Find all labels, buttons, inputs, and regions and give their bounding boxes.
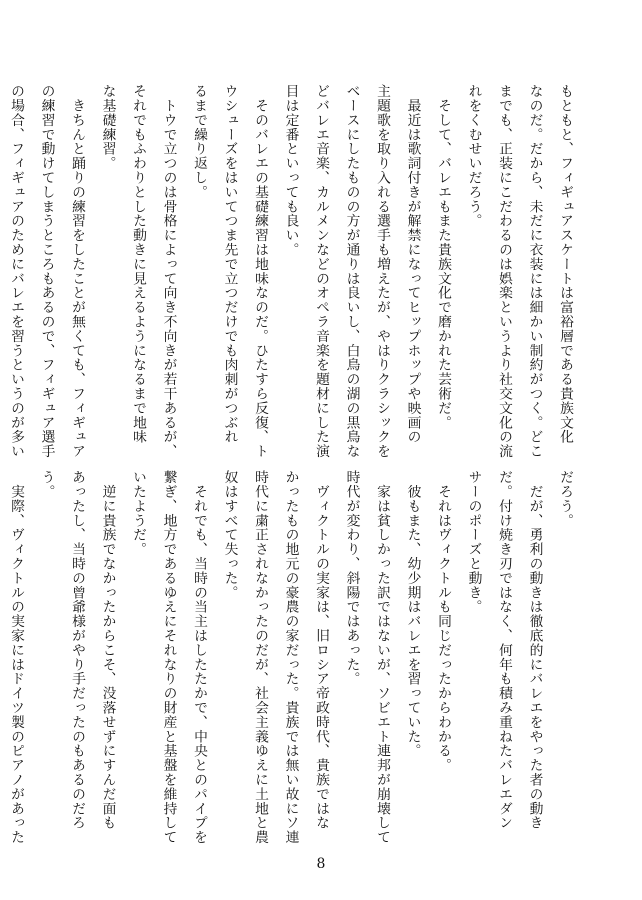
text-line: だ。付け焼き刃ではなく、何年も積み重ねたバレエダン bbox=[496, 470, 512, 830]
text-line: るまで繰り返し。 bbox=[191, 84, 207, 200]
text-line: 主題歌を取り入れる選手も増えたが、やはりクラシックを bbox=[374, 84, 390, 459]
text-line: だろう。 bbox=[557, 470, 573, 528]
text-line: トウで立つのは骨格によって向き不向きが若干あるが、 bbox=[160, 84, 177, 459]
text-line: 繋ぎ、地方であるゆえにそれなりの財産と基盤を維持して bbox=[160, 470, 177, 845]
text-line: の場合、フィギュアのためにバレエを習うというのが多い bbox=[8, 84, 24, 459]
text-line: ウシューズをはいてつま先で立つだけでも肉刺がつぶれ bbox=[221, 84, 238, 444]
text-line: ヴィクトルの実家は、旧ロシア帝政時代、貴族ではな bbox=[313, 470, 329, 830]
text-line: 奴はすべて失った。 bbox=[221, 470, 238, 600]
text-line: あったし、当時の曾爺様がやり手だったのもあるのだろ bbox=[69, 470, 85, 830]
text-line: 彼もまた、幼少期はバレエを習っていた。 bbox=[404, 470, 421, 758]
text-line: サーのポーズと動き。 bbox=[465, 470, 482, 614]
text-line: 時代に粛正されなかったのだが、社会主義ゆえに土地と農 bbox=[252, 470, 268, 845]
text-line: どバレエ音楽、カルメンなどのオペラ音楽を題材にした演 bbox=[313, 84, 329, 459]
text-line: う。 bbox=[38, 470, 55, 499]
text-line: そのバレエの基礎練習は地味なのだ。ひたすら反復、ト bbox=[252, 84, 268, 459]
text-line: それはヴィクトルも同じだったからわかる。 bbox=[435, 470, 451, 773]
text-line: 最近は歌詞付きが解禁になってヒップホップや映画の bbox=[404, 84, 421, 444]
text-line: なのだ。だから、未だに衣装には細かい制約がつく。どこ bbox=[526, 84, 543, 459]
lower-text-block bbox=[1, 470, 581, 845]
text-line: きちんと踊りの練習をしたことが無くても、フィギュア bbox=[69, 84, 85, 459]
text-line: な基礎練習。 bbox=[99, 84, 116, 171]
text-line: もともと、フィギュアスケートは富裕層である貴族文化 bbox=[557, 84, 573, 444]
text-line: 逆に貴族でなかったからこそ、没落せずにすんだ面も bbox=[99, 470, 116, 830]
text-line: 時代が変わり、斜陽ではあった。 bbox=[343, 470, 360, 686]
text-line: それでも、当時の当主はしたたかで、中央とのパイプを bbox=[191, 470, 207, 845]
text-line: かったもの地元の豪農の家だった。貴族では無い故にソ連 bbox=[282, 470, 299, 845]
text-line: 実際、ヴィクトルの実家にはドイツ製のピアノがあった bbox=[8, 470, 24, 845]
text-line: そして、バレエもまた貴族文化で磨かれた芸術だ。 bbox=[435, 84, 451, 430]
page-number: 8 bbox=[316, 856, 326, 872]
text-line: いたようだ。 bbox=[130, 470, 146, 557]
text-line: だが、勇利の動きは徹底的にバレエをやった者の動き bbox=[526, 470, 543, 830]
text-line: れをくむせいだろう。 bbox=[465, 84, 482, 228]
text-line: それでもふわりとした動きに見えるようになるまで地味 bbox=[130, 84, 146, 444]
text-line: ベースにしたものの方が通りは良いし、白鳥の湖の黒鳥な bbox=[343, 84, 360, 459]
text-line: 目は定番といっても良い。 bbox=[282, 84, 299, 257]
text-line: までも、正装にこだわるのは娯楽というより社交文化の流 bbox=[496, 84, 512, 459]
upper-text-block bbox=[1, 84, 581, 459]
text-line: の練習で動けてしまうところもあるので、フィギュア選手 bbox=[38, 84, 55, 459]
text-line: 家は貧しかった訳ではないが、ソビエト連邦が崩壊して bbox=[374, 470, 390, 845]
